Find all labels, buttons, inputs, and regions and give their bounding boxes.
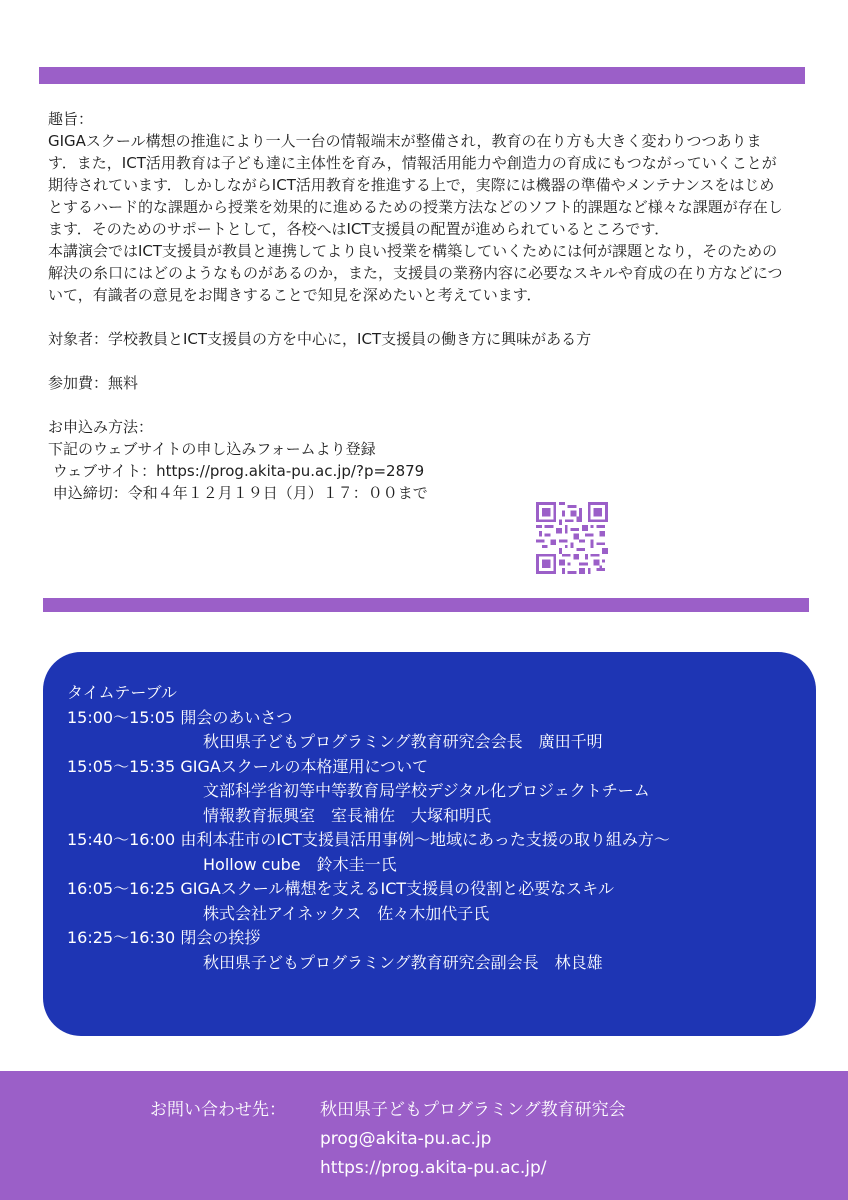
timetable-session-title: GIGAスクール構想を支えるICT支援員の役割と必要なスキル [180, 879, 614, 898]
purpose-heading: 趣旨： [48, 110, 94, 128]
contact-label: お問い合わせ先： [150, 1100, 286, 1120]
timetable-speaker: Hollow cube 鈴木圭一氏 [203, 854, 397, 874]
timetable-session-title: 閉会の挨拶 [180, 928, 261, 947]
timetable-row [67, 926, 806, 951]
qr-code-icon[interactable] [536, 499, 608, 577]
timetable-row [67, 877, 806, 902]
timetable-time: 15:05〜15:35 [67, 756, 176, 776]
timetable-speaker: 秋田県子どもプログラミング教育研究会副会長 林良雄 [203, 952, 603, 972]
timetable-speaker: 秋田県子どもプログラミング教育研究会会長 廣田千明 [203, 732, 603, 751]
timetable-title: タイムテーブル [67, 683, 177, 702]
application-deadline: 申込締切：令和４年１２月１９日（月）１７：００まで [48, 484, 428, 502]
purpose-paragraph-2: 本講演会ではICT支援員が教員と連携してより良い授業を構築していくためには何が課題となり，そのための解決の糸口にはどのようなものがあるのか，また，支援員の業務内容に必要なスキルや育成の在り方などについて，有識者の意見をお聞きすることで知見を深めたいと考えています． [48, 242, 783, 304]
timetable-time: 16:25〜16:30 [67, 928, 176, 947]
application-heading: お申込み方法： [48, 418, 154, 436]
timetable-time: 15:00〜15:05 [67, 707, 176, 727]
contact-footer [0, 1071, 848, 1200]
purpose-paragraph-1: GIGAスクール構想の推進により一人一台の情報端末が整備され，教育の在り方も大きく変わりつつあります．また，ICT活用教育は子ども達に主体性を育み，情報活用能力や創造力の育成にもつながっていくことが期待されています．しかしながらICT活用教育を推進する上で，実際には機器の準備やメンテナンスをはじめとするハード的な課題から授業を効果的に進めるための授業方法などのソフト的課題など様々な課題が存在します．そのためのサポートとして，各校へはICT支援員の配置が進められているところです． [48, 132, 783, 238]
timetable-time: 16:05〜16:25 [67, 879, 176, 898]
target-audience: 対象者：学校教員とICT支援員の方を中心に，ICT支援員の働き方に興味がある方 [48, 330, 592, 348]
timetable-session-title: 由利本荘市のICT支援員活用事例〜地域にあった支援の取り組み方〜 [180, 830, 670, 849]
participation-fee: 参加費：無料 [48, 374, 139, 392]
timetable-session-title: GIGAスクールの本格運用について [180, 756, 429, 776]
contact-email-link[interactable]: prog@akita-pu.ac.jp [320, 1129, 492, 1149]
contact-website-link[interactable]: https://prog.akita-pu.ac.jp/ [320, 1158, 547, 1178]
application-website[interactable]: ウェブサイト：https://prog.akita-pu.ac.jp/?p=2879 [48, 462, 425, 480]
timetable-speaker: 情報教育振興室 室長補佐 大塚和明氏 [203, 805, 492, 825]
timetable-speaker: 文部科学省初等中等教育局学校デジタル化プロジェクトチーム [203, 781, 650, 800]
contact-organization: 秋田県子どもプログラミング教育研究会 [320, 1100, 626, 1120]
middle-divider-bar [43, 598, 809, 612]
intro-section [48, 108, 788, 504]
timetable-row [67, 828, 806, 853]
timetable-speaker: 株式会社アイネックス 佐々木加代子氏 [203, 903, 490, 923]
timetable-panel [43, 652, 816, 1036]
top-divider-bar [39, 67, 805, 84]
timetable-row [67, 755, 806, 780]
timetable-session-title: 開会のあいさつ [180, 707, 293, 727]
application-instructions: 下記のウェブサイトの申し込みフォームより登録 [48, 440, 376, 458]
timetable-row [67, 706, 806, 731]
timetable-time: 15:40〜16:00 [67, 830, 176, 849]
